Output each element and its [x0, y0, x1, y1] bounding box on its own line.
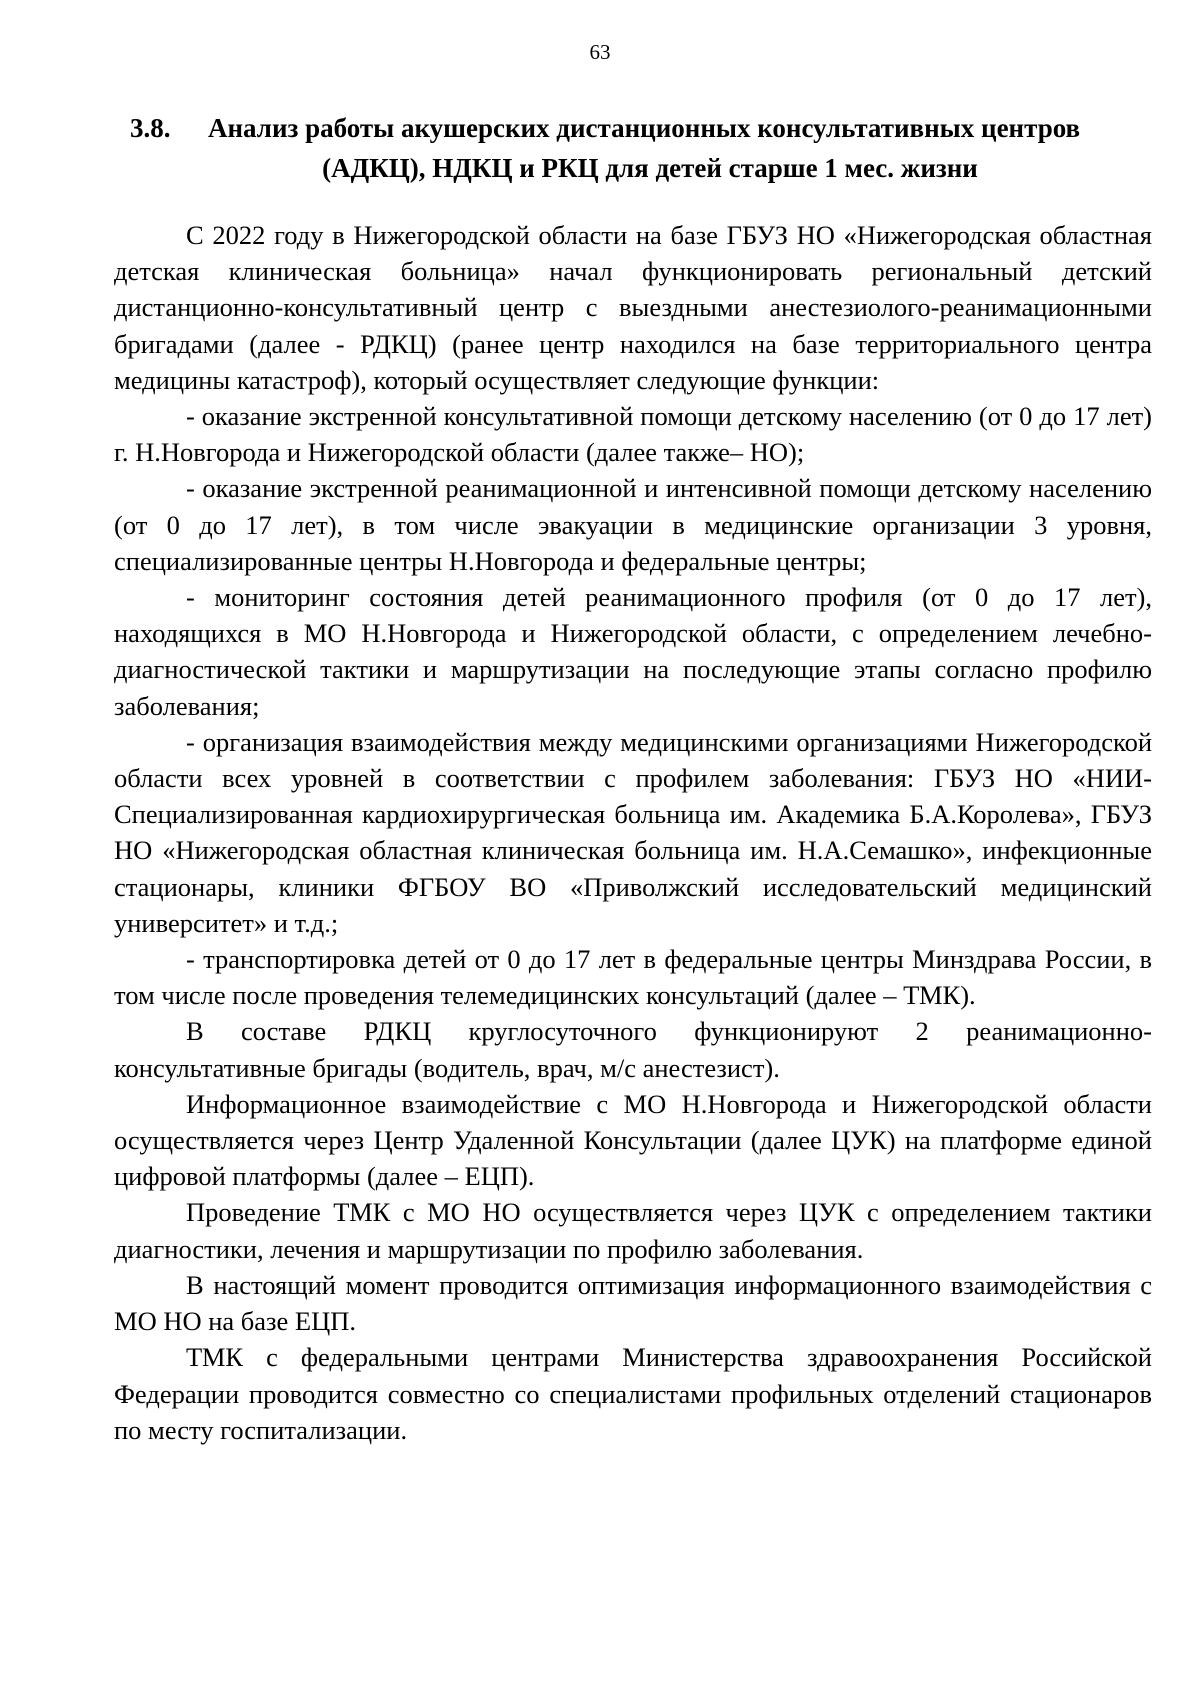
list-item-reanimation-help: - оказание экстренной реанимационной и интенсивной помощи детскому населению (от 0 до 17 лет), в том числе эвакуации в медицинские организации 3 уровня, специализированные центры Н.Новгорода и федеральные центры; — [114, 473, 1152, 576]
list-item-monitoring: - мониторинг состояния детей реанимационного профиля (от 0 до 17 лет), находящихся в МО Н.Новгорода и Нижегородской области, с определением лечебно-диагностической тактики и маршрутизации на последующие этапы согласно профилю заболевания; — [114, 582, 1152, 721]
section-title-line-1: Анализ работы акушерских дистанционных консультативных центров — [208, 113, 1081, 143]
paragraph-teams: В составе РДКЦ круглосуточного функционируют 2 реанимационно-консультативные бригады (водитель, врач, м/с анестезист). — [114, 1016, 1152, 1083]
paragraph-tmk-federal: ТМК с федеральными центрами Министерства здравоохранения Российской Федерации проводится совместно со специалистами профильных отделений стационаров по месту госпитализации. — [114, 1342, 1152, 1445]
paragraph-tmk-mo: Проведение ТМК с МО НО осуществляется через ЦУК с определением тактики диагностики, лечения и маршрутизации по профилю заболевания. — [114, 1197, 1152, 1264]
list-item-organization: - организация взаимодействия между медицинскими организациями Нижегородской области всех уровней в соответствии с профилем заболевания: ГБУЗ НО «НИИ- Специализированная кардиохирургическая больница им. Академика Б.А.Королева», ГБУЗ НО «Нижегородская областная клиническая больница им. Н.А.Семашко», инфекционные стационары, клиники ФГБОУ ВО «Приволжский исследовательский медицинский университет» и т.д.; — [114, 726, 1152, 938]
section-heading — [130, 108, 1150, 188]
section-title-line-2: (АДКЦ), НДКЦ и РКЦ для детей старше 1 мес. жизни — [322, 153, 978, 183]
list-item-transportation: - транспортировка детей от 0 до 17 лет в федеральные центры Минздрава России, в том числе после проведения телемедицинских консультаций (далее – ТМК). — [114, 944, 1152, 1011]
page-number: 63 — [589, 40, 611, 64]
section-heading-line-1 — [130, 108, 1150, 148]
paragraph-information-interaction: Информационное взаимодействие с МО Н.Новгорода и Нижегородской области осуществляется через Центр Удаленной Консультации (далее ЦУК) на платформе единой цифровой платформы (далее – ЕЦП). — [114, 1088, 1152, 1192]
paragraph-intro: С 2022 году в Нижегородской области на базе ГБУЗ НО «Нижегородская областная детская клиническая больница» начал функционировать региональный детский дистанционно-консультативный центр с выездными анестезиолого-реанимационными бригадами (далее - РДКЦ) (ранее центр находился на базе территориального центра медицины катастроф), который осуществляет следующие функции: — [114, 220, 1152, 395]
body-text — [114, 217, 1152, 1448]
paragraph-optimization: В настоящий момент проводится оптимизация информационного взаимодействия с МО НО на базе ЕЦП. — [114, 1269, 1152, 1337]
section-number: 3.8. — [130, 113, 171, 143]
list-item-consultative-help: - оказание экстренной консультативной помощи детскому населению (от 0 до 17 лет) г. Н.Новгорода и Нижегородской области (далее также– НО); — [114, 401, 1152, 468]
